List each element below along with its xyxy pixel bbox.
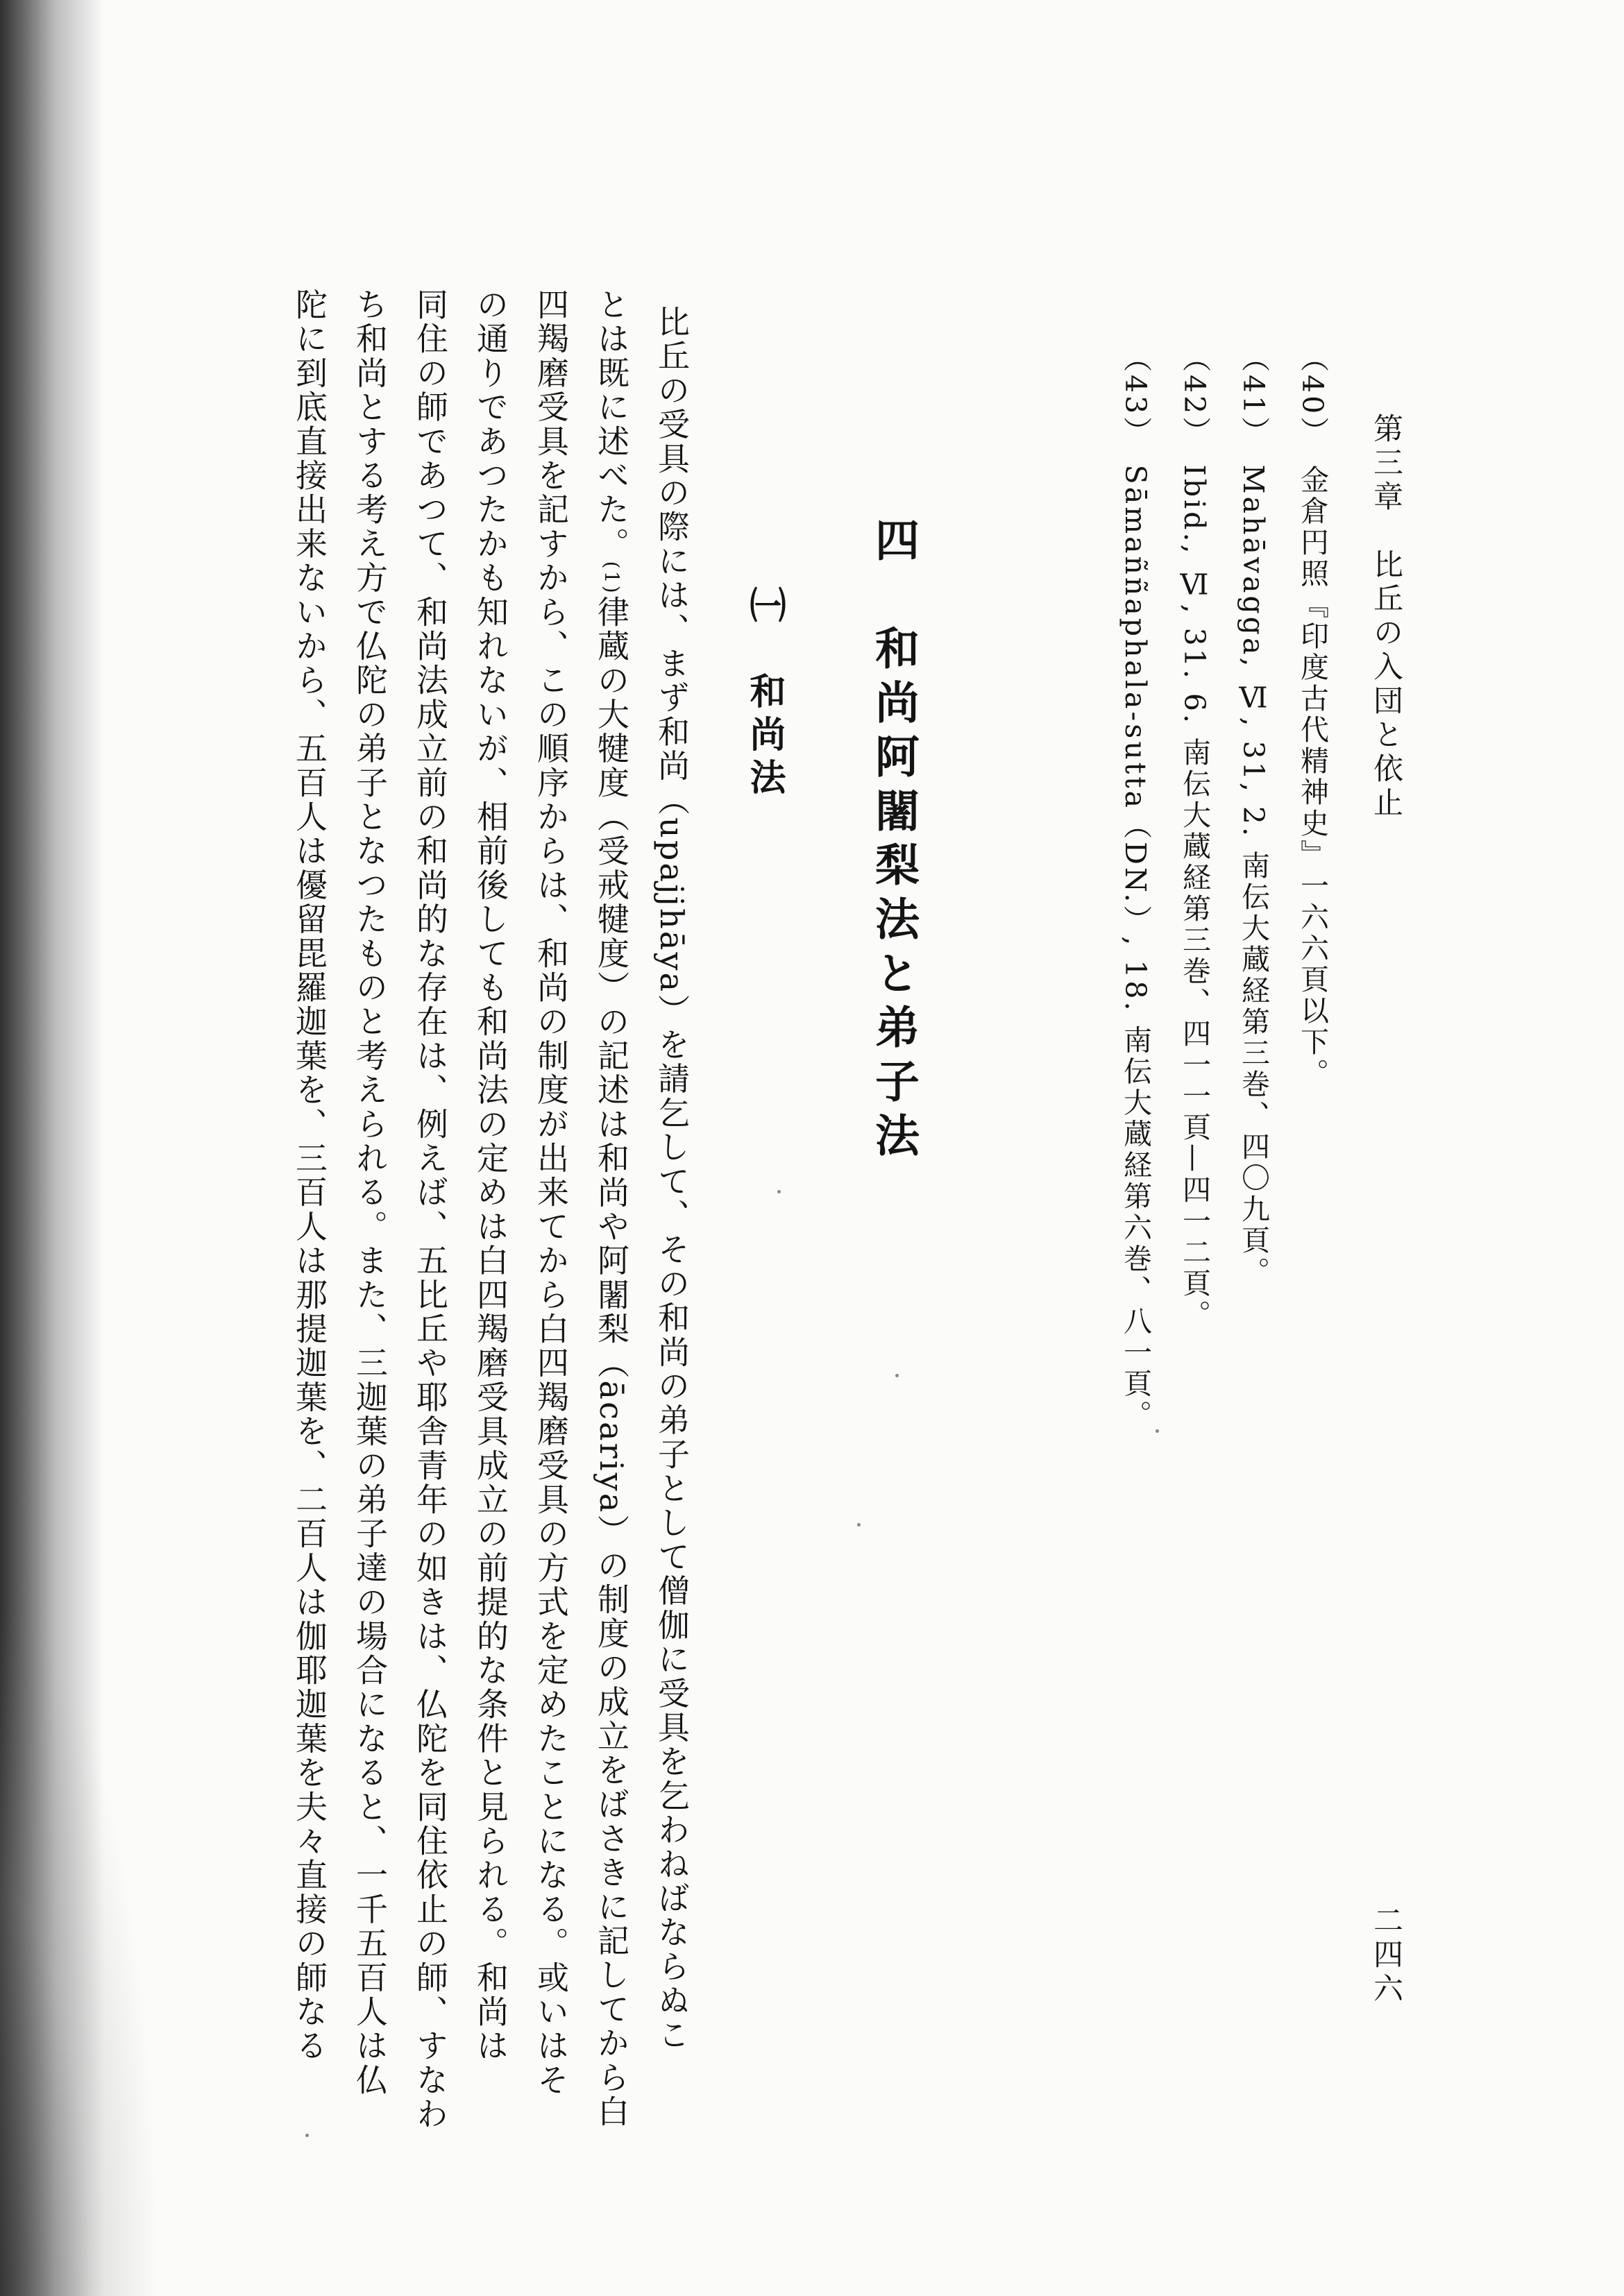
section-heading: 四 和尚阿闍梨法と弟子法 <box>868 517 920 1166</box>
footnote-40: （40） 金倉円照『印度古代精神史』一六六頁以下。 <box>1296 343 1329 1089</box>
body-line: ち和尚とする考え方で仏陀の弟子となつたものと考えられる。また、三迦葉の弟子達の場合になると、一千五百人は仏 <box>351 288 389 2098</box>
running-head: 第三章 比丘の入団と依止 <box>1369 413 1403 821</box>
footnote-42: （42） Ibid., Ⅵ, 31. 6. 南伝大蔵経第三巻、四一一頁—四一二頁。 <box>1178 343 1211 1332</box>
scan-speck <box>1156 1429 1159 1433</box>
scan-speck <box>777 1190 781 1193</box>
body-line: 四羯磨受具を記すから、この順序からは、和尚の制度が出来てから白四羯磨受具の方式を定めたことになる。或いはそ <box>532 288 570 2098</box>
body-line-text: とは既に述べた。 <box>593 288 630 561</box>
scan-speck <box>895 1374 899 1377</box>
scan-speck <box>305 2134 309 2137</box>
footnote-43: （43） Sāmaññaphala-sutta（DN.）, 18. 南伝大蔵経第六巻、八一頁。 <box>1119 343 1152 1431</box>
body-line <box>593 288 630 2129</box>
body-line: 陀に到底直接出来ないから、五百人は優留毘羅迦葉を、三百人は那提迦葉を、二百人は伽耶迦葉を夫々直接の師なる <box>291 288 328 2064</box>
footnote-reference: (1) <box>600 561 623 595</box>
scan-speck <box>857 1523 861 1527</box>
body-line-text: 律蔵の大犍度（受戒犍度）の記述は和尚や阿闍梨（ācariya）の制度の成立をばさきに記してから白 <box>593 595 630 2129</box>
body-line: 同住の師であつて、和尚法成立前の和尚的な存在は、例えば、五比丘や耶舎青年の如きは、仏陀を同住依止の師、すなわ <box>412 288 449 2132</box>
body-line: 比丘の受具の際には、まず和尚（upajjhāya）を請乞して、その和尚の弟子として僧伽に受具を乞わねばならぬこ <box>653 305 691 2052</box>
footnote-41: （41） Mahāvagga, Ⅵ, 31, 2. 南伝大蔵経第三巻、四〇九頁。 <box>1237 343 1270 1289</box>
body-line: の通りであつたかも知れないが、相前後しても和尚法の定めは白四羯磨受具成立の前提的な条件と見られる。和尚は <box>472 288 509 2064</box>
sub-heading: ㈠ 和尚法 <box>743 586 786 801</box>
page-number: 二四六 <box>1369 1905 1403 2007</box>
scanner-shadow-lower <box>0 1596 160 2296</box>
